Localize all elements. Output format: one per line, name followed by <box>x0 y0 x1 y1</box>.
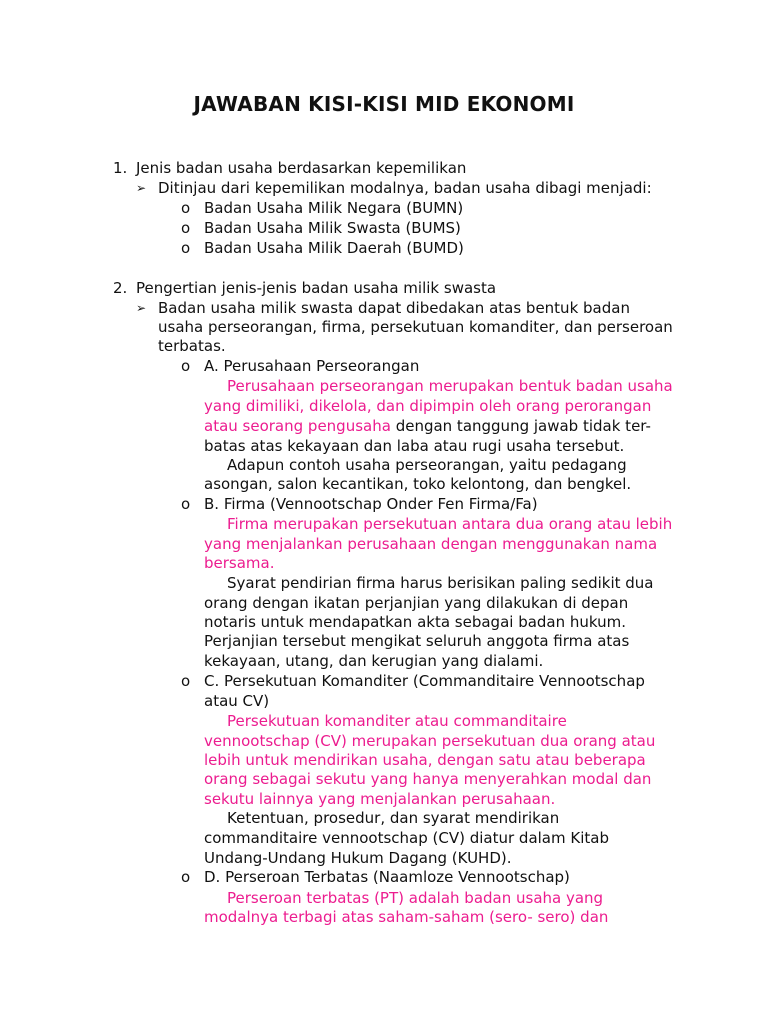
circle-bullet-icon: o <box>181 199 191 217</box>
item-b-definition-line-2: yang menjalankan perusahaan dengan menggunakan nama <box>204 535 658 553</box>
section-1-heading: Jenis badan usaha berdasarkan kepemilikan <box>136 159 467 177</box>
section-2-arrow-line-3: terbatas. <box>158 337 226 355</box>
list-item-bumn: Badan Usaha Milik Negara (BUMN) <box>204 199 464 217</box>
item-a-definition-line-3 <box>204 416 651 436</box>
item-d-definition-line-2: modalnya terbagi atas saham-saham (sero- sero) dan <box>204 908 609 926</box>
item-c-definition-line-4: orang sebagai sekutu yang hanya menyerahkan modal dan <box>204 770 652 788</box>
document-title: JAWABAN KISI-KISI MID EKONOMI <box>193 92 575 116</box>
section-2-arrow-line-1: Badan usaha milik swasta dapat dibedakan atas bentuk badan <box>158 299 630 317</box>
item-d-definition-line-1: Perseroan terbatas (PT) adalah badan usaha yang <box>227 889 604 907</box>
item-c-title-line-1: C. Persekutuan Komanditer (Commanditaire Vennootschap <box>204 672 645 690</box>
item-a-title: A. Perusahaan Perseorangan <box>204 357 420 375</box>
section-2-arrow-line-2: usaha perseorangan, firma, persekutuan komanditer, dan perseroan <box>158 318 673 336</box>
item-c-text-line-1: Ketentuan, prosedur, dan syarat mendirikan <box>227 809 560 827</box>
item-c-text-line-3: Undang-Undang Hukum Dagang (KUHD). <box>204 849 512 867</box>
item-b-text-line-4: Perjanjian tersebut mengikat seluruh anggota firma atas <box>204 632 630 650</box>
item-a-definition-line-2: yang dimiliki, dikelola, dan dipimpin oleh orang perorangan <box>204 397 652 415</box>
item-c-definition-line-1: Persekutuan komanditer atau commanditaire <box>227 712 567 730</box>
circle-bullet-icon: o <box>181 357 191 375</box>
section-1-arrow-text: Ditinjau dari kepemilikan modalnya, badan usaha dibagi menjadi: <box>158 179 652 197</box>
circle-bullet-icon: o <box>181 495 191 513</box>
arrow-bullet-icon: ➢ <box>136 301 147 315</box>
circle-bullet-icon: o <box>181 219 191 237</box>
circle-bullet-icon: o <box>181 868 191 886</box>
list-item-bumd: Badan Usaha Milik Daerah (BUMD) <box>204 239 464 257</box>
item-c-definition-line-3: lebih untuk mendirikan usaha, dengan satu atau beberapa <box>204 751 646 769</box>
item-a-definition-black-part: dengan tanggung jawab tidak ter- <box>390 417 651 435</box>
item-c-definition-line-2: vennootschap (CV) merupakan persekutuan dua orang atau <box>204 732 656 750</box>
item-b-definition-line-1: Firma merupakan persekutuan antara dua orang atau lebih <box>227 515 673 533</box>
item-c-definition-line-5: sekutu lainnya yang menjalankan perusahaan. <box>204 790 556 808</box>
item-b-text-line-2: orang dengan ikatan perjanjian yang dilakukan di depan <box>204 594 629 612</box>
item-b-title: B. Firma (Vennootschap Onder Fen Firma/Fa) <box>204 495 538 513</box>
item-d-title: D. Perseroan Terbatas (Naamloze Vennootschap) <box>204 868 570 886</box>
list-number-1: 1. <box>113 159 128 177</box>
arrow-bullet-icon: ➢ <box>136 181 147 195</box>
section-2-heading: Pengertian jenis-jenis badan usaha milik swasta <box>136 279 497 297</box>
list-item-bums: Badan Usaha Milik Swasta (BUMS) <box>204 219 461 237</box>
item-a-text-line-5: Adapun contoh usaha perseorangan, yaitu pedagang <box>227 456 627 474</box>
item-a-text-line-4: batas atas kekayaan dan laba atau rugi usaha tersebut. <box>204 437 625 455</box>
item-b-text-line-1: Syarat pendirian firma harus berisikan paling sedikit dua <box>227 574 654 592</box>
list-number-2: 2. <box>113 279 128 297</box>
item-b-definition-line-3: bersama. <box>204 554 275 572</box>
circle-bullet-icon: o <box>181 672 191 690</box>
item-b-text-line-3: notaris untuk mendapatkan akta sebagai badan hukum. <box>204 613 627 631</box>
item-a-text-line-6: asongan, salon kecantikan, toko kelontong, dan bengkel. <box>204 475 632 493</box>
item-a-definition-pink-part: atau seorang pengusaha <box>204 417 391 435</box>
item-a-definition-line-1: Perusahaan perseorangan merupakan bentuk badan usaha <box>227 377 673 395</box>
item-b-text-line-5: kekayaan, utang, dan kerugian yang dialami. <box>204 652 544 670</box>
circle-bullet-icon: o <box>181 239 191 257</box>
item-c-text-line-2: commanditaire vennootschap (CV) diatur dalam Kitab <box>204 829 609 847</box>
item-c-title-line-2: atau CV) <box>204 692 270 710</box>
